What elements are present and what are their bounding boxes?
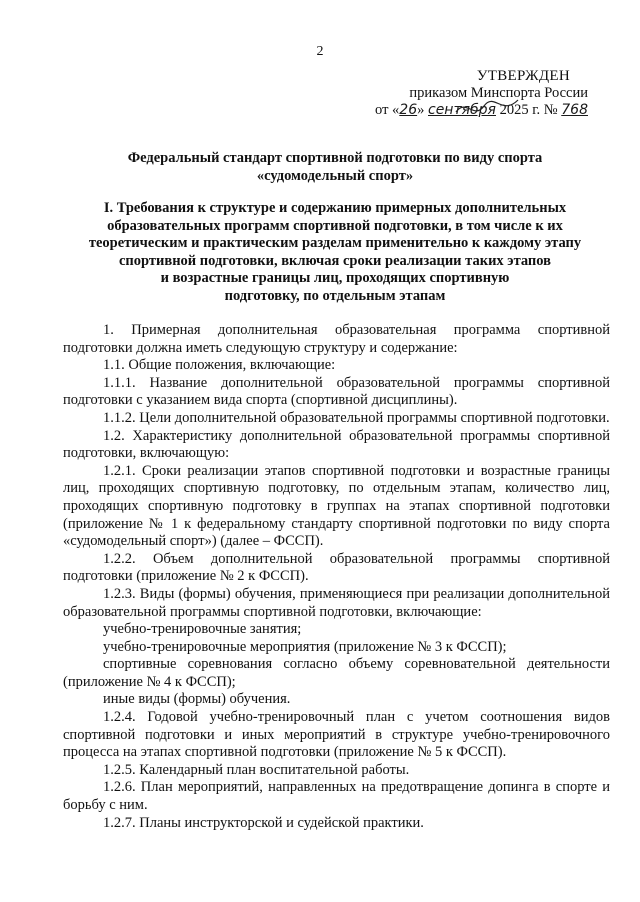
- page-number: 2: [316, 44, 324, 59]
- approval-date-line: [360, 102, 620, 119]
- section-heading-line: I. Требования к структуре и содержанию примерных дополнительных: [103, 200, 567, 216]
- section-heading: [60, 200, 610, 305]
- paragraph: 1.2.2. Объем дополнительной образовательной программы спортивной подготовки (приложение № 2 к ФССП).: [63, 550, 610, 585]
- paragraph: 1.2.3. Виды (формы) обучения, применяющиеся при реализации дополнительной образовательной программы спортивной подготовки, включающие:: [63, 585, 610, 620]
- standard-title-line: Федеральный стандарт спортивной подготовки по виду спорта: [127, 150, 543, 166]
- paragraph: 1.2.6. План мероприятий, направленных на предотвращение допинга в спорте и борьбу с ним.: [63, 779, 610, 814]
- approval-title: УТВЕРЖДЕН: [476, 68, 570, 84]
- paragraph: 1. Примерная дополнительная образовательная программа спортивной подготовки должна иметь следующую структуру и содержание:: [63, 322, 610, 356]
- date-prefix: от «: [375, 102, 400, 118]
- list-item: учебно-тренировочные занятия;: [103, 621, 302, 638]
- date-day: 26: [399, 102, 418, 118]
- paragraph: 1.1.1. Название дополнительной образовательной программы спортивной подготовки с указанием вида спорта (спортивной дисциплины).: [63, 374, 610, 409]
- standard-title: [60, 150, 610, 185]
- document-body: [63, 322, 610, 832]
- section-heading-line: образовательных программ спортивной подготовки, в том числе к их: [107, 217, 563, 234]
- paragraph: 1.2. Характеристику дополнительной образовательной программы спортивной подготовки, включающую:: [63, 427, 610, 462]
- approval-order-line: приказом Минспорта России: [409, 85, 588, 101]
- paragraph: 1.2.5. Календарный план воспитательной работы.: [103, 761, 410, 778]
- paragraph: 1.2.4. Годовой учебно-тренировочный план с учетом соотношения видов спортивной подготовки и иных мероприятий в структуре учебно-тренировочного процесса на этапах спортивной подготовки (приложение № 5 к ФССП).: [63, 709, 610, 761]
- paragraph: 1.2.1. Сроки реализации этапов спортивной подготовки и возрастные границы лиц, проходящих спортивную подготовку, по отдельным этапам, количество лиц, проходящих спортивную подготовку в группах на этапах спортивной подготовки (приложение № 1 к федеральному стандарту спортивной подготовки по виду спорта «судомодельный спорт») (далее – ФССП).: [63, 462, 610, 550]
- approval-block: [360, 68, 620, 119]
- section-heading-line: и возрастные границы лиц, проходящих спортивную: [160, 270, 510, 286]
- section-heading-line: спортивной подготовки, включая сроки реализации таких этапов: [118, 252, 551, 269]
- order-number: 768: [561, 102, 588, 118]
- list-item: спортивные соревнования согласно объему соревновательной деятельности (приложение № 4 к ФССП);: [63, 656, 610, 690]
- date-year: 2025 г. №: [495, 102, 562, 118]
- standard-title-line: «судомодельный спорт»: [256, 167, 414, 184]
- paragraph: 1.2.7. Планы инструкторской и судейской практики.: [103, 814, 424, 831]
- section-heading-line: теоретическим и практическим разделам применительно к каждому этапу: [88, 235, 582, 251]
- paragraph: 1.1.2. Цели дополнительной образовательной программы спортивной подготовки.: [103, 409, 610, 426]
- date-month: сентября: [428, 102, 496, 118]
- date-mid: »: [417, 102, 428, 118]
- section-heading-line: подготовку, по отдельным этапам: [224, 287, 446, 304]
- list-item: учебно-тренировочные мероприятия (приложение № 3 к ФССП);: [103, 638, 507, 655]
- list-item: иные виды (формы) обучения.: [103, 691, 291, 708]
- paragraph: 1.1. Общие положения, включающие:: [103, 357, 336, 374]
